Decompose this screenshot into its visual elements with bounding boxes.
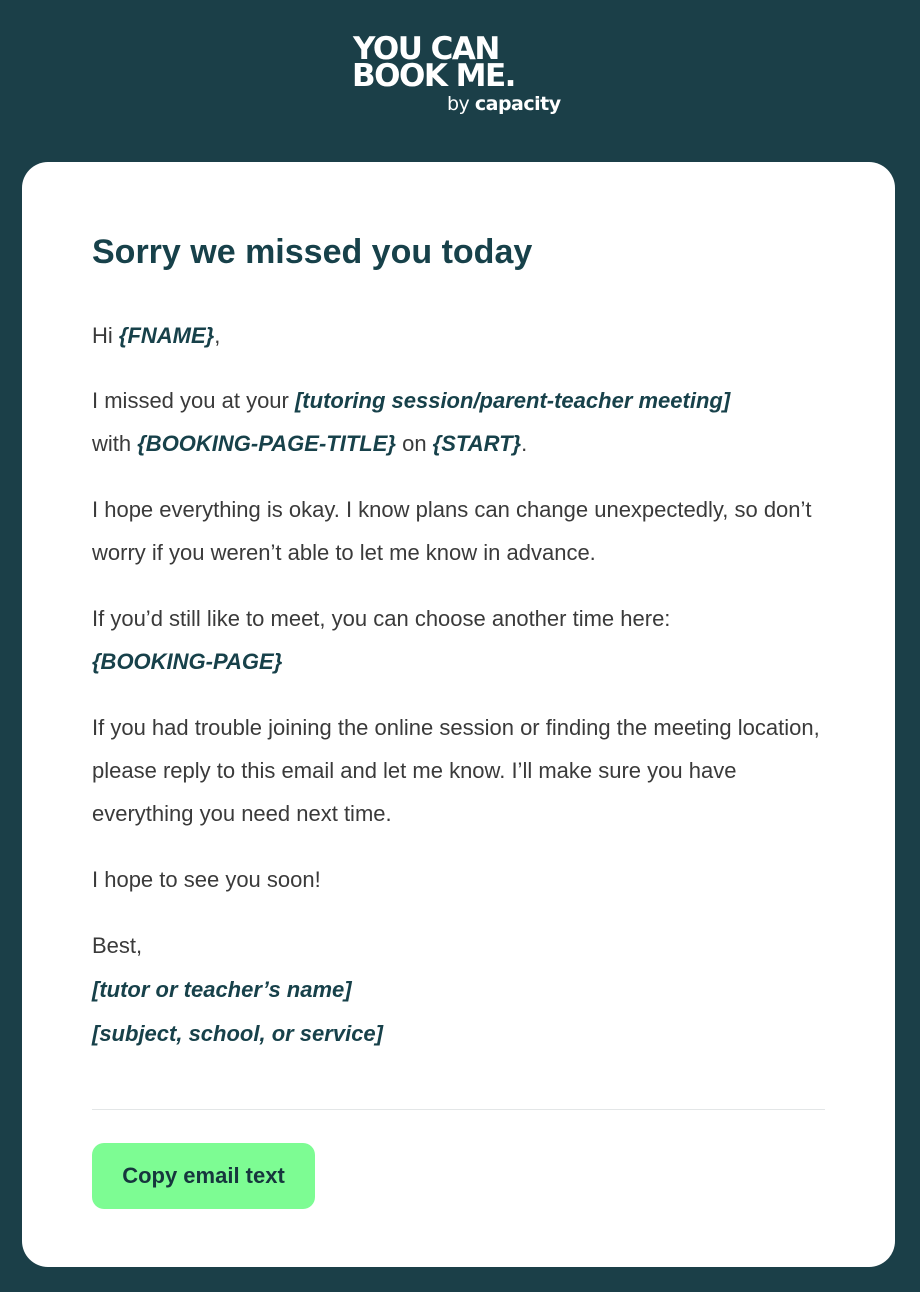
- booking-page-variable: {BOOKING-PAGE}: [92, 649, 283, 674]
- missed-prefix: I missed you at your: [92, 388, 295, 413]
- booking-page-title-variable: {BOOKING-PAGE-TITLE}: [137, 431, 396, 456]
- signature-org-placeholder: [subject, school, or service]: [92, 1021, 383, 1046]
- logo-tagline: [447, 93, 561, 115]
- email-body: [92, 314, 825, 1056]
- signature-name-placeholder: [tutor or teacher’s name]: [92, 977, 352, 1002]
- greeting: [92, 314, 825, 357]
- greeting-suffix: ,: [214, 323, 221, 348]
- logo-line-2: BOOK ME.: [352, 58, 515, 94]
- logo-brand: capacity: [474, 93, 561, 115]
- greeting-prefix: Hi: [92, 323, 119, 348]
- email-title: Sorry we missed you today: [92, 233, 533, 271]
- header: [0, 0, 920, 162]
- rebook-paragraph: [92, 597, 825, 683]
- logo-line-1: YOU CAN: [353, 31, 499, 67]
- start-variable: {START}: [432, 431, 522, 456]
- youcanbookme-logo[interactable]: [350, 31, 570, 120]
- meeting-type-placeholder: [tutoring session/parent-teacher meeting]: [294, 388, 731, 413]
- email-template-card: [22, 162, 895, 1267]
- sign-off: Best,: [92, 933, 143, 958]
- divider: [92, 1109, 825, 1110]
- missed-paragraph: [92, 379, 825, 465]
- trouble-paragraph: If you had trouble joining the online session or finding the meeting location, please reply to this email and let me know. I’ll make sure you have everything you need next time.: [92, 715, 820, 826]
- hope-paragraph: I hope everything is okay. I know plans can change unexpectedly, so don’t worry if you weren’t able to let me know in advance.: [92, 497, 812, 565]
- see-you-paragraph: I hope to see you soon!: [92, 867, 321, 892]
- missed-on: on: [395, 431, 433, 456]
- missed-with: with: [92, 431, 138, 456]
- logo-by: by: [447, 93, 470, 115]
- missed-end: .: [521, 431, 528, 456]
- fname-variable: {FNAME}: [118, 323, 215, 348]
- rebook-text: If you’d still like to meet, you can choose another time here:: [92, 606, 671, 631]
- copy-email-text-button[interactable]: Copy email text: [92, 1143, 315, 1209]
